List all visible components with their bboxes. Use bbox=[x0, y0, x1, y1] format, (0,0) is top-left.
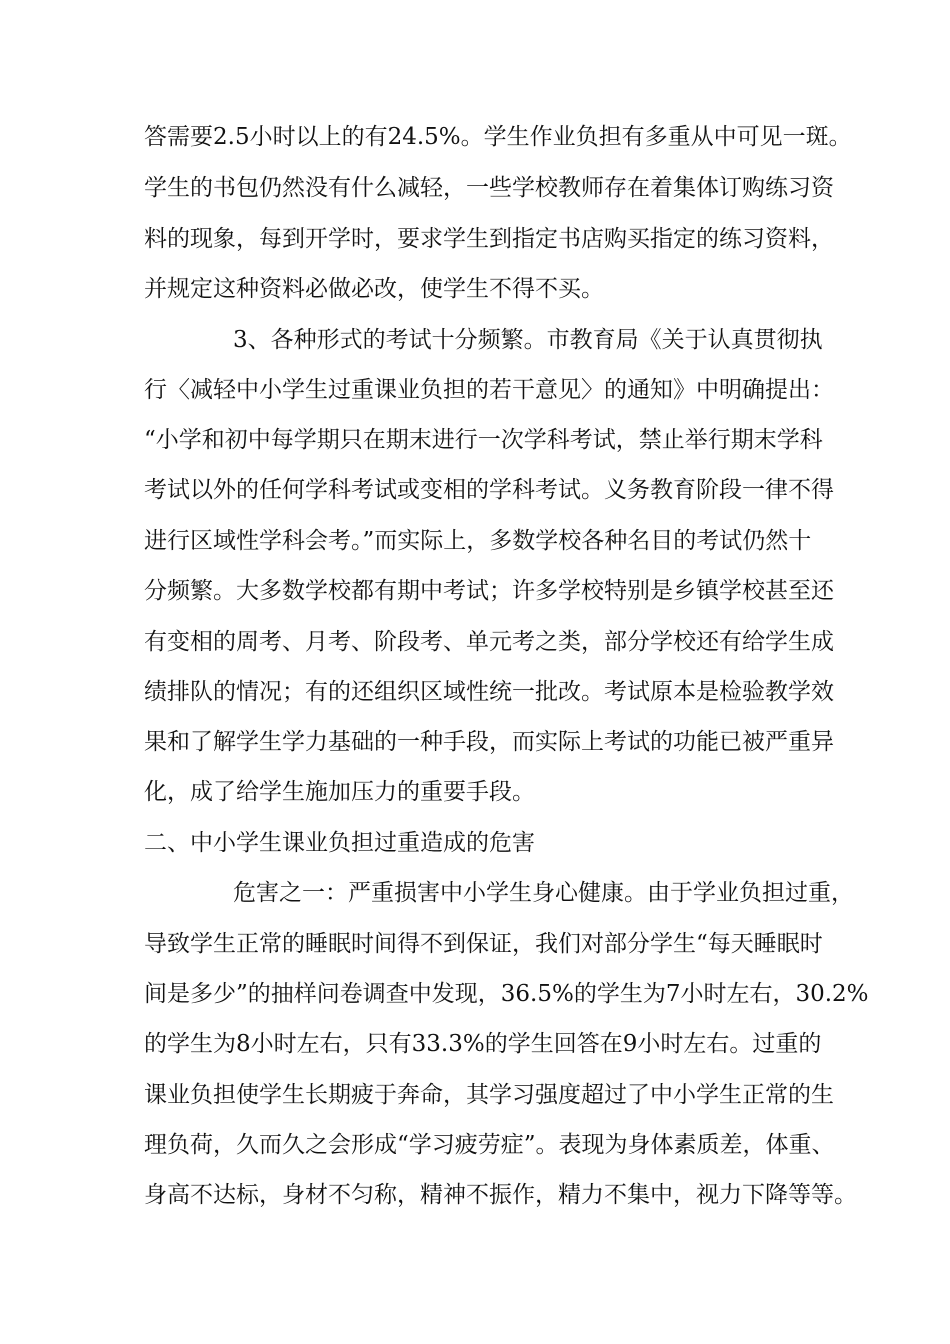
text-line-4: 并规定这种资料必做必改，使学生不得不买。 bbox=[144, 276, 604, 302]
text-line-20: 课业负担使学生长期疲于奔命，其学习强度超过了中小学生正常的生 bbox=[144, 1082, 834, 1108]
text-line-6: 行〈减轻中小学生过重课业负担的若干意见〉的通知》中明确提出： bbox=[144, 377, 834, 403]
text-line-13: 果和了解学生学力基础的一种手段，而实际上考试的功能已被严重异 bbox=[144, 729, 834, 755]
section-heading-2: 二、中小学生课业负担过重造成的危害 bbox=[144, 830, 535, 856]
text-line-2: 学生的书包仍然没有什么减轻，一些学校教师存在着集体订购练习资 bbox=[144, 175, 834, 201]
text-line-21: 理负荷，久而久之会形成“学习疲劳症”。表现为身体素质差，体重、 bbox=[144, 1132, 835, 1158]
text-line-3: 料的现象，每到开学时，要求学生到指定书店购买指定的练习资料， bbox=[144, 226, 834, 252]
text-line-16: 危害之一：严重损害中小学生身心健康。由于学业负担过重， bbox=[233, 880, 854, 906]
text-line-19: 的学生为8小时左右，只有33.3%的学生回答在9小时左右。过重的 bbox=[144, 1031, 822, 1057]
section-heading-3: 3、各种形式的考试十分频繁。市教育局《关于认真贯彻执 bbox=[233, 327, 823, 353]
text-line-9: 进行区域性学科会考。”而实际上，多数学校各种名目的考试仍然十 bbox=[144, 528, 812, 554]
text-line-11: 有变相的周考、月考、阶段考、单元考之类，部分学校还有给学生成 bbox=[144, 629, 834, 655]
text-line-12: 绩排队的情况；有的还组织区域性统一批改。考试原本是检验教学效 bbox=[144, 679, 834, 705]
text-line-10: 分频繁。大多数学校都有期中考试；许多学校特别是乡镇学校甚至还 bbox=[144, 578, 834, 604]
text-line-17: 导致学生正常的睡眠时间得不到保证，我们对部分学生“每天睡眠时 bbox=[144, 931, 823, 957]
text-line-14: 化，成了给学生施加压力的重要手段。 bbox=[144, 779, 535, 805]
text-line-22: 身高不达标，身材不匀称，精神不振作，精力不集中，视力下降等等。 bbox=[144, 1182, 857, 1208]
text-line-7: “小学和初中每学期只在期末进行一次学科考试，禁止举行期末学科 bbox=[144, 427, 823, 453]
text-line-1: 答需要2.5小时以上的有24.5%。学生作业负担有多重从中可见一斑。 bbox=[144, 124, 852, 150]
text-line-18: 间是多少”的抽样问卷调查中发现，36.5%的学生为7小时左右，30.2% bbox=[144, 981, 869, 1007]
text-line-8: 考试以外的任何学科考试或变相的学科考试。义务教育阶段一律不得 bbox=[144, 477, 834, 503]
